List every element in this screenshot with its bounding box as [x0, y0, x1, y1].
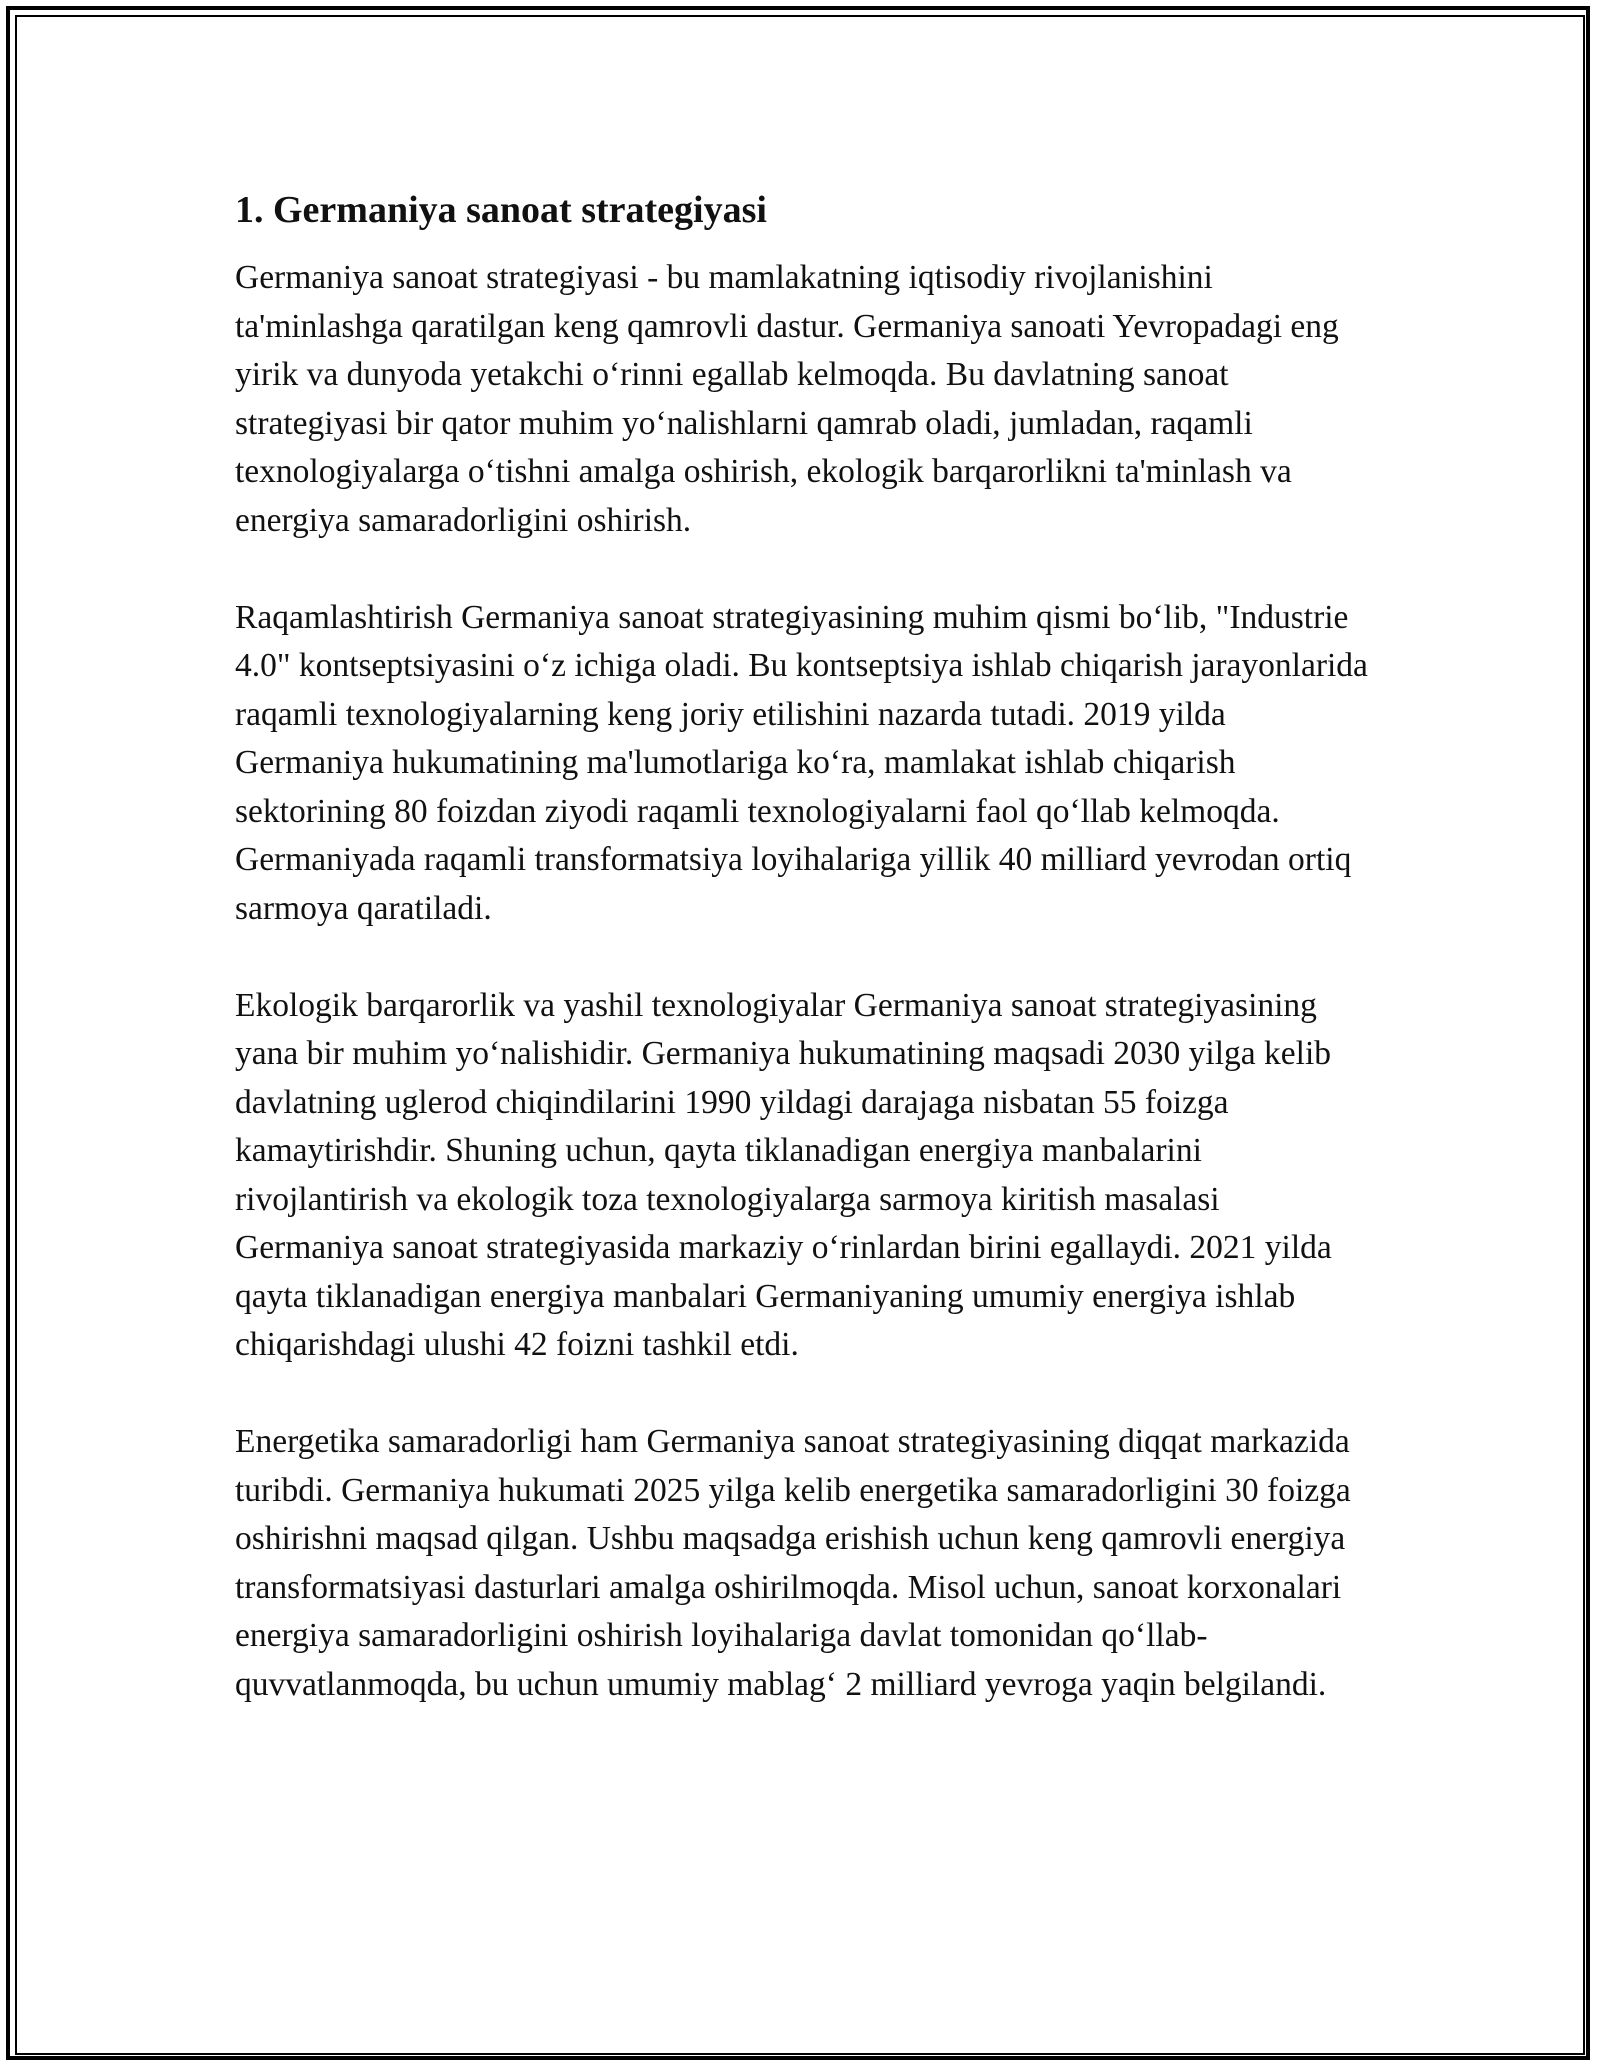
paragraph-energy-efficiency: Energetika samaradorligi ham Germaniya sanoat strategiyasining diqqat markazida turibdi. Germaniya hukumati 2025 yilga kelib energetika samaradorligini 30 foizga oshirishni maqsad qilgan. Ushbu maqsadga erishish uchun keng qamrovli energiya transformatsiyasi dasturlari amalga oshirilmoqda. Misol uchun, sanoat korxonalari energiya samaradorligini oshirish loyihalariga davlat tomonidan qo‘llab-quvvatlanmoqda, bu uchun umumiy mablag‘ 2 milliard yevroga yaqin belgilandi.: [235, 1423, 1351, 1703]
paragraph-intro: Germaniya sanoat strategiyasi - bu mamlakatning iqtisodiy rivojlanishini ta'minlashga qaratilgan keng qamrovli dastur. Germaniya sanoati Yevropadagi eng yirik va dunyoda yetakchi o‘rinni egallab kelmoqda. Bu davlatning sanoat strategiyasi bir qator muhim yo‘nalishlarni qamrab oladi, jumladan, raqamli texnologiyalarga o‘tishni amalga oshirish, ekologik barqarorlikni ta'minlash va energiya samaradorligini oshirish.: [235, 259, 1339, 539]
paragraph-ecology: Ekologik barqarorlik va yashil texnologiyalar Germaniya sanoat strategiyasining yana bir muhim yo‘nalishidir. Germaniya hukumatining maqsadi 2030 yilga kelib davlatning uglerod chiqindilarini 1990 yildagi darajaga nisbatan 55 foizga kamaytirishdir. Shuning uchun, qayta tiklanadigan energiya manbalarini rivojlantirish va ekologik toza texnologiyalarga sarmoya kiritish masalasi Germaniya sanoat strategiyasida markaziy o‘rinlardan birini egallaydi. 2021 yilda qayta tiklanadigan energiya manbalari Germaniyaning umumiy energiya ishlab chiqarishdagi ulushi 42 foizni tashkil etdi.: [235, 986, 1332, 1363]
document-body: [235, 186, 1370, 1758]
paragraph-digitalization: Raqamlashtirish Germaniya sanoat strategiyasining muhim qismi bo‘lib, "Industrie 4.0" kontseptsiyasini o‘z ichiga oladi. Bu kontseptsiya ishlab chiqarish jarayonlarida raqamli texnologiyalarning keng joriy etilishini nazarda tutadi. 2019 yilda Germaniya hukumatining ma'lumotlariga ko‘ra, mamlakat ishlab chiqarish sektorining 80 foizdan ziyodi raqamli texnologiyalarni faol qo‘llab kelmoqda. Germaniyada raqamli transformatsiya loyihalariga yillik 40 milliard yevrodan ortiq sarmoya qaratiladi.: [235, 598, 1368, 927]
section-heading: 1. Germaniya sanoat strategiyasi: [235, 189, 767, 231]
